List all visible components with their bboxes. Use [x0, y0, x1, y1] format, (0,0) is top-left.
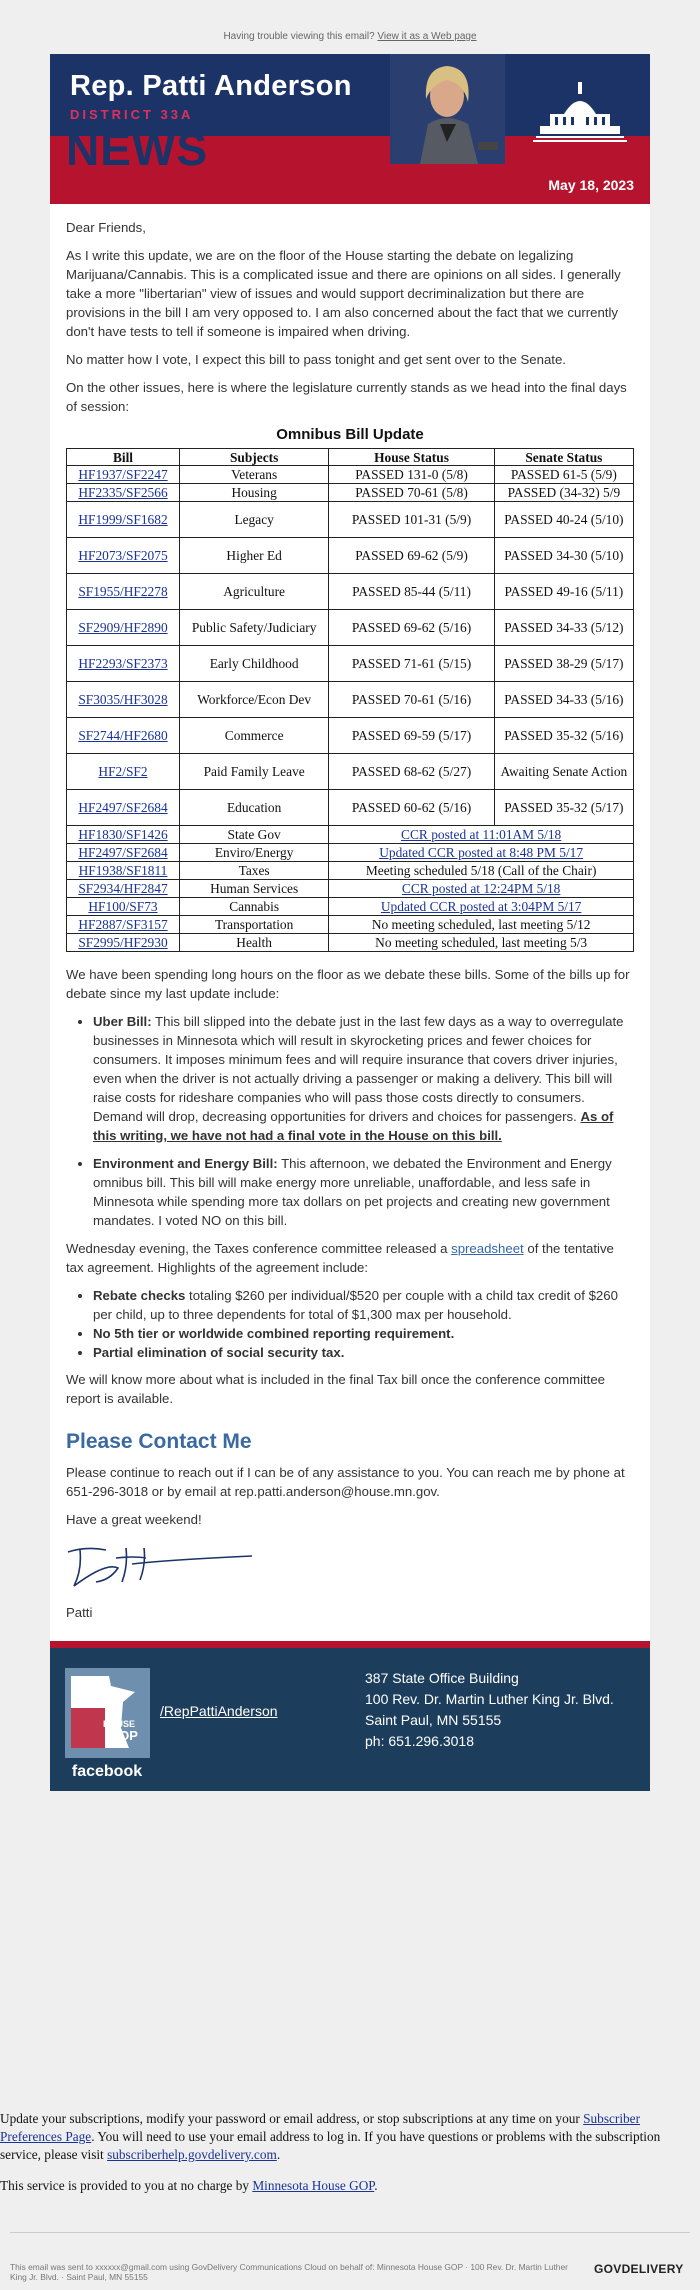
- bill-cell: [67, 862, 180, 880]
- bill-cell: [67, 610, 180, 646]
- taxes-intro: [66, 1239, 634, 1277]
- table-row: [67, 502, 634, 538]
- house-status-cell: PASSED 69-62 (5/9): [329, 538, 494, 574]
- bill-cell: [67, 898, 180, 916]
- table-row: [67, 790, 634, 826]
- service-paragraph: [0, 2177, 700, 2195]
- senate-status-cell: PASSED 35-32 (5/17): [494, 790, 633, 826]
- subscriber-help-link[interactable]: subscriberhelp.govdelivery.com: [107, 2147, 277, 2162]
- table-header-row: [67, 449, 634, 466]
- newsletter-body: [50, 204, 650, 1641]
- service-text: This service is provided to you at no charge by: [0, 2178, 253, 2193]
- status-intro-paragraph: On the other issues, here is where the legislature currently stands as we head into the final days of session:: [66, 380, 627, 414]
- bill-link[interactable]: SF1955/HF2278: [78, 584, 168, 599]
- conference-status-cell: [329, 880, 634, 898]
- bill-cell: [67, 916, 180, 934]
- bill-cell: [67, 754, 180, 790]
- table-row: [67, 466, 634, 484]
- subject-cell: Commerce: [179, 718, 328, 754]
- bill-cell: [67, 502, 180, 538]
- service-text-end: .: [374, 2178, 378, 2193]
- omnibus-bill-table: [66, 448, 634, 952]
- footer-accent-bar: [50, 1641, 650, 1648]
- reporting-text: No 5th tier or worldwide combined reporting requirement.: [93, 1326, 455, 1341]
- bill-link[interactable]: HF2497/SF2684: [78, 800, 168, 815]
- ccr-link[interactable]: CCR posted at 11:01AM 5/18: [401, 827, 562, 842]
- bill-cell: [67, 844, 180, 862]
- taxes-outro: We will know more about what is included in the final Tax bill once the conference committee report is available.: [66, 1372, 606, 1406]
- house-status-cell: PASSED 70-61 (5/16): [329, 682, 494, 718]
- bill-link[interactable]: HF1938/SF1811: [78, 863, 168, 878]
- district-label: DISTRICT 33A: [70, 107, 194, 122]
- bill-link[interactable]: HF2887/SF3157: [78, 917, 168, 932]
- table-row: [67, 574, 634, 610]
- rebate-text: totaling $260 per individual/$520 per couple with a child tax credit of $260 per child, up to three dependents for total of $1,300 max per household.: [93, 1288, 618, 1322]
- subject-cell: Cannabis: [179, 898, 328, 916]
- facebook-wordmark: facebook: [71, 1763, 143, 1780]
- bill-link[interactable]: SF2934/HF2847: [78, 881, 168, 896]
- office-address: [365, 1668, 614, 1752]
- bill-cell: [67, 718, 180, 754]
- conference-status-cell: [329, 826, 634, 844]
- address-line: 100 Rev. Dr. Martin Luther King Jr. Blvd.: [365, 1691, 614, 1707]
- bill-cell: [67, 682, 180, 718]
- senate-status-cell: Awaiting Senate Action: [494, 754, 633, 790]
- bill-link[interactable]: SF2744/HF2680: [78, 728, 168, 743]
- senate-status-cell: PASSED 40-24 (5/10): [494, 502, 633, 538]
- tax-highlight-rebate: [93, 1286, 634, 1324]
- table-row: [67, 916, 634, 934]
- contact-text: Please continue to reach out if I can be of any assistance to you. You can reach me by phone at 651-296-3018 or by email at rep.patti.anderson@house.mn.gov.: [66, 1465, 625, 1499]
- senate-status-cell: PASSED 35-32 (5/16): [494, 718, 633, 754]
- table-row: [67, 862, 634, 880]
- bill-cell: [67, 934, 180, 952]
- table-row: [67, 538, 634, 574]
- bill-cell: [67, 790, 180, 826]
- subject-cell: Agriculture: [179, 574, 328, 610]
- house-status-cell: PASSED 60-62 (5/16): [329, 790, 494, 826]
- representative-name: Rep. Patti Anderson: [70, 70, 352, 102]
- rebate-label: Rebate checks: [93, 1288, 186, 1303]
- ccr-link[interactable]: Updated CCR posted at 3:04PM 5/17: [380, 899, 582, 914]
- senate-status-cell: PASSED 34-30 (5/10): [494, 538, 633, 574]
- subject-cell: Veterans: [179, 466, 328, 484]
- header-banner: [50, 54, 650, 204]
- energy-bill-label: Environment and Energy Bill:: [93, 1156, 278, 1171]
- address-line: Saint Paul, MN 55155: [365, 1712, 502, 1728]
- mn-house-gop-logo[interactable]: [65, 1668, 150, 1782]
- table-row: [67, 754, 634, 790]
- col-header-bill: Bill: [67, 449, 180, 466]
- subscription-text: Update your subscriptions, modify your password or email address, or stop subscriptions at any time on your: [0, 2111, 584, 2126]
- table-row: [67, 610, 634, 646]
- house-status-cell: PASSED 101-31 (5/9): [329, 502, 494, 538]
- col-header-house-status: House Status: [329, 449, 494, 466]
- bill-cell: [67, 484, 180, 502]
- house-status-cell: PASSED 131-0 (5/8): [329, 466, 494, 484]
- table-row: [67, 484, 634, 502]
- subject-cell: Enviro/Energy: [179, 844, 328, 862]
- signature-image: [66, 1542, 256, 1590]
- conference-status-cell: No meeting scheduled, last meeting 5/12: [329, 916, 634, 934]
- intro-paragraph: As I write this update, we are on the floor of the House starting the debate on legalizing Marijuana/Cannabis. This is a complicated issue and there are opinions on all sides. I generally take a more "libertarian" view of issues and would support decriminalization but there are provisions in the bill I am very opposed to. I am also concerned about the fact that we currently don't have tests to tell if someone is impaired when driving.: [66, 248, 621, 339]
- bill-link[interactable]: HF100/SF73: [88, 899, 158, 914]
- address-line: 387 State Office Building: [365, 1670, 519, 1686]
- subject-cell: Taxes: [179, 862, 328, 880]
- house-status-cell: PASSED 69-62 (5/16): [329, 610, 494, 646]
- bill-link[interactable]: HF1830/SF1426: [78, 827, 168, 842]
- conference-status-cell: Meeting scheduled 5/18 (Call of the Chair): [329, 862, 634, 880]
- sent-to-notice: This email was sent to xxxxxx@gmail.com using GovDelivery Communications Cloud on behalf of: Minnesota House GOP · 100 Rev. Dr. Martin Luther King Jr. Blvd. · Saint Paul, MN 55155: [10, 2262, 568, 2282]
- mn-house-gop-link[interactable]: Minnesota House GOP: [252, 2178, 375, 2193]
- subscriber-preferences-link[interactable]: Subscriber Preferences Page: [0, 2111, 641, 2144]
- bill-cell: [67, 826, 180, 844]
- subscription-text-2: . You will need to use your email address to log in. If you have questions or problems with the subscription service, please visit: [0, 2129, 661, 2162]
- ccr-link[interactable]: CCR posted at 12:24PM 5/18: [401, 881, 561, 896]
- conference-status-cell: [329, 898, 634, 916]
- taxes-intro-text-end: of the tentative tax agreement. Highlights of the agreement include:: [66, 1241, 614, 1275]
- bill-cell: [67, 574, 180, 610]
- social-security-text: Partial elimination of social security tax.: [93, 1345, 345, 1360]
- contact-heading: Please Contact Me: [66, 1430, 252, 1453]
- bill-link[interactable]: HF1999/SF1682: [78, 512, 168, 527]
- subject-cell: Legacy: [179, 502, 328, 538]
- table-row: [67, 682, 634, 718]
- house-status-cell: PASSED 85-44 (5/11): [329, 574, 494, 610]
- taxes-intro-text: Wednesday evening, the Taxes conference committee released a: [66, 1241, 452, 1256]
- table-title: Omnibus Bill Update: [276, 426, 424, 443]
- subject-cell: Human Services: [179, 880, 328, 898]
- tax-highlights-list: [66, 1286, 634, 1362]
- table-row: [67, 826, 634, 844]
- subscription-paragraph: [0, 2110, 700, 2164]
- subject-cell: State Gov: [179, 826, 328, 844]
- subject-cell: Early Childhood: [179, 646, 328, 682]
- bill-link[interactable]: SF3035/HF3028: [78, 692, 168, 707]
- bill-cell: [67, 466, 180, 484]
- bill-cell: [67, 646, 180, 682]
- notice-text: Having trouble viewing this email?: [223, 31, 375, 42]
- facebook-handle-link[interactable]: /RepPattiAnderson: [160, 1703, 278, 1719]
- capitol-icon: [530, 74, 630, 144]
- house-status-cell: PASSED 69-59 (5/17): [329, 718, 494, 754]
- subscription-info: [0, 2110, 700, 2208]
- subject-cell: Workforce/Econ Dev: [179, 682, 328, 718]
- house-status-cell: PASSED 71-61 (5/15): [329, 646, 494, 682]
- table-row: [67, 880, 634, 898]
- subscription-text-3: .: [276, 2147, 281, 2162]
- logo-text-house: HOUSE: [103, 1719, 136, 1729]
- table-row: [67, 718, 634, 754]
- bottom-divider: [10, 2232, 690, 2233]
- table-row: [67, 898, 634, 916]
- bill-link[interactable]: HF1937/SF2247: [78, 467, 168, 482]
- tax-highlight-reporting: [93, 1324, 634, 1343]
- prediction-paragraph: No matter how I vote, I expect this bill to pass tonight and get sent over to the Senate.: [66, 352, 566, 367]
- table-row: [67, 844, 634, 862]
- subject-cell: Paid Family Leave: [179, 754, 328, 790]
- subject-cell: Housing: [179, 484, 328, 502]
- conference-status-cell: No meeting scheduled, last meeting 5/3: [329, 934, 634, 952]
- closing-text: Have a great weekend!: [66, 1512, 202, 1527]
- uber-bill-emphasis: As of this writing, we have not had a final vote in the House on this bill.: [93, 1109, 614, 1143]
- view-online-notice: [0, 0, 700, 51]
- house-status-cell: PASSED 68-62 (5/27): [329, 754, 494, 790]
- house-status-cell: PASSED 70-61 (5/8): [329, 484, 494, 502]
- web-page-link[interactable]: View it as a Web page: [377, 31, 477, 42]
- senate-status-cell: PASSED 34-33 (5/12): [494, 610, 633, 646]
- spreadsheet-link[interactable]: spreadsheet: [451, 1241, 524, 1256]
- bill-link[interactable]: HF2/SF2: [98, 764, 148, 779]
- logo-text-mn: MN: [107, 1711, 120, 1720]
- bill-cell: [67, 538, 180, 574]
- bill-link[interactable]: HF2497/SF2684: [78, 845, 168, 860]
- senate-status-cell: PASSED 61-5 (5/9): [494, 466, 633, 484]
- uber-bill-item: [93, 1012, 634, 1145]
- uber-bill-text: This bill slipped into the debate just in the last few days as a way to overregulate businesses in Minnesota which will result in skyrocketing prices and fewer choices for consumers. It imposes minimum fees and will require insurance that covers driver injuries, even when the driver is not actually driving a passenger or making a delivery. This bill will raise costs for rideshare companies who will pass those costs directly to consumers. Demand will drop, decreasing opportunities for drivers and choices for passengers.: [93, 1014, 624, 1124]
- debate-intro: We have been spending long hours on the floor as we debate these bills. Some of the bills up for debate since my last update include:: [66, 967, 630, 1001]
- news-title: NEWS: [66, 123, 208, 175]
- energy-bill-item: [93, 1154, 634, 1230]
- bill-link[interactable]: SF2995/HF2930: [78, 935, 168, 950]
- table-row: [67, 934, 634, 952]
- senate-status-cell: PASSED 34-33 (5/16): [494, 682, 633, 718]
- bill-link[interactable]: HF2293/SF2373: [78, 656, 168, 671]
- representative-photo: [390, 54, 505, 164]
- debate-bill-list: [66, 1012, 634, 1230]
- govdelivery-logo[interactable]: GOVDELIVERY: [594, 2262, 684, 2276]
- col-header-subjects: Subjects: [179, 449, 328, 466]
- senate-status-cell: PASSED (34-32) 5/9: [494, 484, 633, 502]
- table-row: [67, 646, 634, 682]
- bill-rows: [67, 466, 634, 952]
- energy-bill-text: This afternoon, we debated the Environment and Energy omnibus bill. This bill will make energy more unreliable, unaffordable, and less safe in Minnesota while spending more tax dollars on pet projects and creating new government mandates. I voted NO on this bill.: [93, 1156, 612, 1228]
- greeting: Dear Friends,: [66, 220, 146, 235]
- newsletter-date: May 18, 2023: [548, 177, 634, 193]
- uber-bill-label: Uber Bill:: [93, 1014, 152, 1029]
- bill-link[interactable]: SF2909/HF2890: [78, 620, 168, 635]
- ccr-link[interactable]: Updated CCR posted at 8:48 PM 5/17: [379, 845, 584, 860]
- phone-line: ph: 651.296.3018: [365, 1733, 474, 1749]
- col-header-senate-status: Senate Status: [494, 449, 633, 466]
- subject-cell: Transportation: [179, 916, 328, 934]
- senate-status-cell: PASSED 49-16 (5/11): [494, 574, 633, 610]
- bill-cell: [67, 880, 180, 898]
- tax-highlight-social-security: [93, 1343, 634, 1362]
- bill-link[interactable]: HF2073/SF2075: [78, 548, 168, 563]
- signature-name: Patti: [66, 1605, 93, 1620]
- subject-cell: Public Safety/Judiciary: [179, 610, 328, 646]
- bill-link[interactable]: HF2335/SF2566: [78, 485, 168, 500]
- conference-status-cell: [329, 844, 634, 862]
- subject-cell: Health: [179, 934, 328, 952]
- senate-status-cell: PASSED 38-29 (5/17): [494, 646, 633, 682]
- subject-cell: Education: [179, 790, 328, 826]
- subject-cell: Higher Ed: [179, 538, 328, 574]
- logo-text-gop: GOP: [109, 1728, 138, 1743]
- footer: [50, 1648, 650, 1791]
- email-container: [50, 54, 650, 1791]
